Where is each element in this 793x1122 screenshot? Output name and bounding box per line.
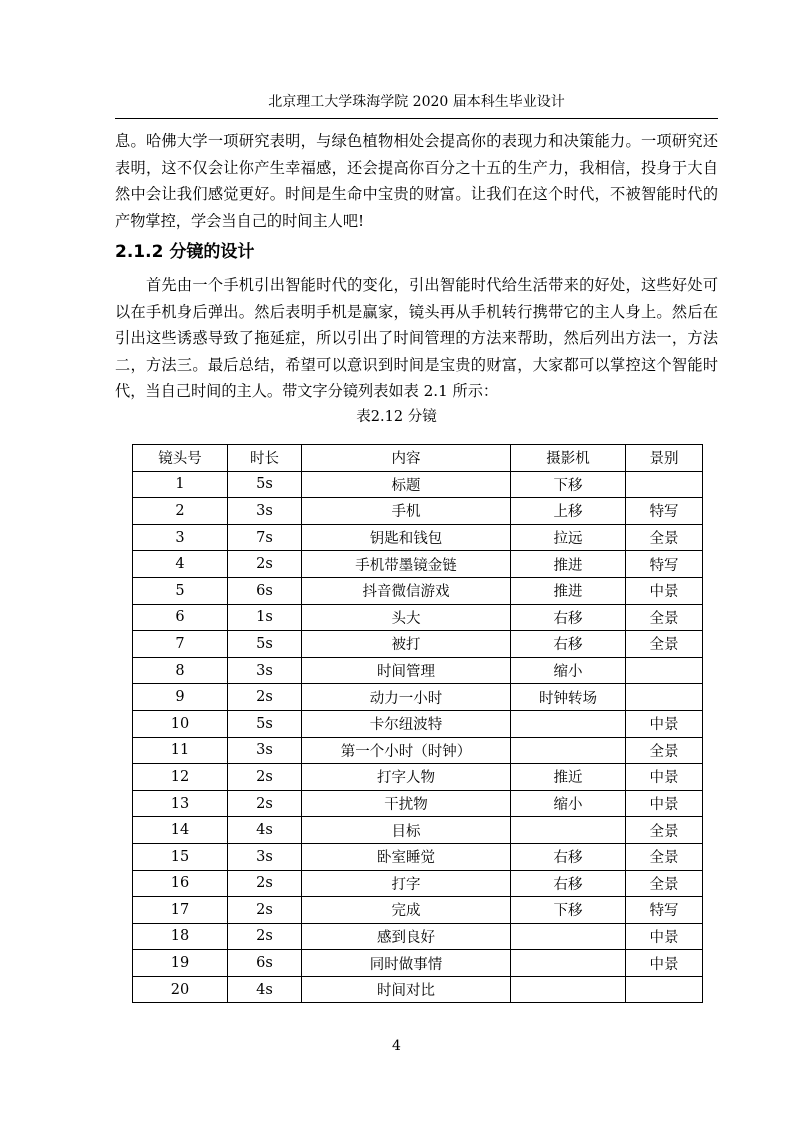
cell-shot-size: 特写 — [626, 551, 703, 578]
cell-shot-size: 全景 — [626, 737, 703, 764]
cell-content: 卧室睡觉 — [302, 843, 511, 870]
cell-shot-size: 中景 — [626, 710, 703, 737]
cell-shot-number: 3 — [133, 524, 228, 551]
cell-content: 卡尔纽波特 — [302, 710, 511, 737]
table-row — [133, 737, 703, 764]
cell-shot-size: 中景 — [626, 790, 703, 817]
table-row — [133, 843, 703, 870]
cell-camera: 缩小 — [511, 657, 626, 684]
cell-duration: 3s — [228, 498, 302, 525]
table-row — [133, 684, 703, 711]
table-row — [133, 471, 703, 498]
cell-shot-size: 全景 — [626, 604, 703, 631]
cell-duration: 1s — [228, 604, 302, 631]
cell-duration: 7s — [228, 524, 302, 551]
cell-shot-size: 全景 — [626, 843, 703, 870]
cell-camera: 推近 — [511, 764, 626, 791]
table-row — [133, 524, 703, 551]
cell-content: 头大 — [302, 604, 511, 631]
column-header-camera: 摄影机 — [511, 445, 626, 472]
cell-content: 打字人物 — [302, 764, 511, 791]
table-row — [133, 577, 703, 604]
cell-content: 钥匙和钱包 — [302, 524, 511, 551]
cell-shot-number: 1 — [133, 471, 228, 498]
table-body — [133, 471, 703, 1003]
cell-camera: 右移 — [511, 631, 626, 658]
cell-shot-number: 12 — [133, 764, 228, 791]
cell-content: 打字 — [302, 870, 511, 897]
cell-duration: 2s — [228, 684, 302, 711]
cell-shot-size: 全景 — [626, 524, 703, 551]
cell-shot-size — [626, 684, 703, 711]
cell-shot-number: 15 — [133, 843, 228, 870]
body-paragraph-2: 首先由一个手机引出智能时代的变化，引出智能时代给生活带来的好处，这些好处可以在手机身后弹出。然后表明手机是赢家，镜头再从手机转行携带它的主人身上。然后在引出这些诱惑导致了拖延症，所以引出了时间管理的方法来帮助，然后列出方法一，方法二，方法三。最后总结，希望可以意识到时间是宝贵的财富，大家都可以掌控这个智能时代，当自己时间的主人。带文字分镜列表如表 2.1 所示： — [115, 276, 718, 401]
table-row — [133, 710, 703, 737]
table-row — [133, 817, 703, 844]
cell-shot-number: 6 — [133, 604, 228, 631]
cell-shot-number: 5 — [133, 577, 228, 604]
cell-shot-size: 中景 — [626, 923, 703, 950]
cell-duration: 5s — [228, 471, 302, 498]
cell-camera: 右移 — [511, 870, 626, 897]
cell-shot-number: 13 — [133, 790, 228, 817]
cell-shot-size — [626, 657, 703, 684]
cell-camera: 右移 — [511, 604, 626, 631]
cell-shot-number: 7 — [133, 631, 228, 658]
section-heading: 2.1.2 分镜的设计 — [115, 242, 255, 262]
cell-content: 目标 — [302, 817, 511, 844]
cell-content: 被打 — [302, 631, 511, 658]
cell-shot-number: 10 — [133, 710, 228, 737]
body-paragraph-1: 息。哈佛大学一项研究表明，与绿色植物相处会提高你的表现力和决策能力。一项研究还表明，这不仅会让你产生幸福感，还会提高你百分之十五的生产力，我相信，投身于大自然中会让我们感觉更好。时间是生命中宝贵的财富。让我们在这个时代，不被智能时代的产物掌控，学会当自己的时间主人吧! — [115, 132, 718, 230]
cell-shot-size: 全景 — [626, 631, 703, 658]
cell-camera — [511, 737, 626, 764]
cell-duration: 3s — [228, 657, 302, 684]
cell-duration: 5s — [228, 631, 302, 658]
cell-duration: 5s — [228, 710, 302, 737]
column-header-shot-number: 镜头号 — [133, 445, 228, 472]
table-row — [133, 764, 703, 791]
cell-duration: 3s — [228, 843, 302, 870]
cell-shot-number: 8 — [133, 657, 228, 684]
cell-shot-number: 19 — [133, 950, 228, 977]
cell-duration: 6s — [228, 577, 302, 604]
cell-camera: 右移 — [511, 843, 626, 870]
cell-content: 标题 — [302, 471, 511, 498]
cell-shot-number: 16 — [133, 870, 228, 897]
cell-duration: 2s — [228, 870, 302, 897]
cell-shot-number: 11 — [133, 737, 228, 764]
cell-shot-size: 中景 — [626, 950, 703, 977]
cell-shot-number: 4 — [133, 551, 228, 578]
table-row — [133, 790, 703, 817]
cell-duration: 2s — [228, 551, 302, 578]
column-header-shot-size: 景别 — [626, 445, 703, 472]
cell-camera: 推进 — [511, 551, 626, 578]
cell-content: 感到良好 — [302, 923, 511, 950]
table-row — [133, 657, 703, 684]
cell-camera: 时钟转场 — [511, 684, 626, 711]
table-row — [133, 897, 703, 924]
cell-camera: 下移 — [511, 897, 626, 924]
table-row — [133, 923, 703, 950]
column-header-duration: 时长 — [228, 445, 302, 472]
table-row — [133, 551, 703, 578]
cell-camera: 缩小 — [511, 790, 626, 817]
cell-content: 手机 — [302, 498, 511, 525]
cell-camera: 推进 — [511, 577, 626, 604]
table-row — [133, 950, 703, 977]
cell-duration: 2s — [228, 764, 302, 791]
cell-duration: 2s — [228, 790, 302, 817]
cell-duration: 6s — [228, 950, 302, 977]
cell-duration: 3s — [228, 737, 302, 764]
cell-duration: 4s — [228, 976, 302, 1003]
cell-duration: 4s — [228, 817, 302, 844]
cell-duration: 2s — [228, 923, 302, 950]
cell-shot-size: 全景 — [626, 870, 703, 897]
page-header: 北京理工大学珠海学院 2020 届本科生毕业设计 — [268, 94, 565, 110]
cell-camera: 拉远 — [511, 524, 626, 551]
cell-camera — [511, 817, 626, 844]
cell-content: 完成 — [302, 897, 511, 924]
table-row — [133, 631, 703, 658]
cell-shot-number: 9 — [133, 684, 228, 711]
table-row — [133, 604, 703, 631]
cell-shot-number: 14 — [133, 817, 228, 844]
cell-shot-size: 特写 — [626, 498, 703, 525]
cell-camera — [511, 710, 626, 737]
cell-content: 时间对比 — [302, 976, 511, 1003]
cell-duration: 2s — [228, 897, 302, 924]
cell-content: 抖音微信游戏 — [302, 577, 511, 604]
cell-camera: 下移 — [511, 471, 626, 498]
cell-camera — [511, 950, 626, 977]
cell-content: 干扰物 — [302, 790, 511, 817]
cell-content: 第一个小时（时钟） — [302, 737, 511, 764]
cell-shot-number: 17 — [133, 897, 228, 924]
table-row — [133, 870, 703, 897]
cell-shot-size — [626, 976, 703, 1003]
cell-shot-size: 中景 — [626, 764, 703, 791]
cell-camera — [511, 976, 626, 1003]
table-row — [133, 976, 703, 1003]
cell-shot-size — [626, 471, 703, 498]
cell-camera: 上移 — [511, 498, 626, 525]
cell-shot-number: 20 — [133, 976, 228, 1003]
header-rule — [115, 118, 718, 119]
cell-shot-size: 特写 — [626, 897, 703, 924]
table-row — [133, 498, 703, 525]
cell-shot-number: 18 — [133, 923, 228, 950]
table-header-row — [133, 445, 703, 472]
cell-camera — [511, 923, 626, 950]
cell-shot-number: 2 — [133, 498, 228, 525]
column-header-content: 内容 — [302, 445, 511, 472]
cell-shot-size: 中景 — [626, 577, 703, 604]
storyboard-table — [132, 444, 703, 1003]
page-number: 4 — [392, 1038, 401, 1054]
cell-content: 同时做事情 — [302, 950, 511, 977]
cell-content: 动力一小时 — [302, 684, 511, 711]
table-caption: 表2.12 分镜 — [356, 409, 437, 425]
cell-shot-size: 全景 — [626, 817, 703, 844]
cell-content: 手机带墨镜金链 — [302, 551, 511, 578]
cell-content: 时间管理 — [302, 657, 511, 684]
